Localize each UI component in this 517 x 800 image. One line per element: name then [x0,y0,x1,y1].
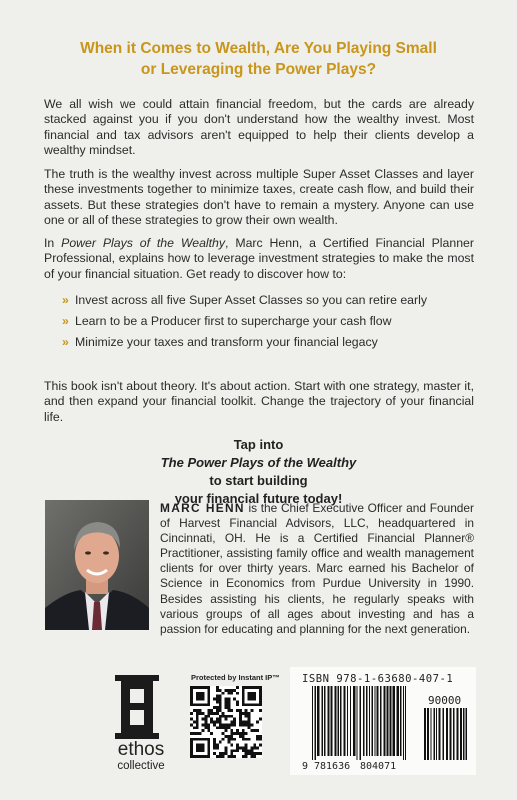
list-item [62,335,477,350]
action-paragraph: This book isn't about theory. It's about action. Start with one strategy, master it, and then expand your financial toolkit. Change the trajectory of your financial life. [44,379,474,424]
call-to-action [20,436,497,508]
chevron-icon: » [62,314,69,328]
list-item [62,314,477,329]
list-item [62,293,477,308]
book-paragraph-prefix: In [44,236,62,250]
publisher-name: ethos [117,739,165,760]
cta-prefix: Tap into [233,437,284,452]
isbn-label: ISBN 978-1-63680-407-1 [302,673,454,685]
qr-code-icon [190,686,262,758]
author-bio [160,501,474,637]
book-paragraph-rest: , Marc Henn, a Certified Financial Planner Professional, explains how to leverage investment strategies to make the most of your financial situation. Get ready to discover how to: [44,236,474,281]
author-name: MARC HENN [160,501,245,515]
book-paragraph [44,236,474,282]
bullet-text: Learn to be a Producer first to supercharge your cash flow [75,314,392,328]
isbn-barcode-icon [300,684,470,772]
qr-label: Protected by Instant IP™ [191,673,280,682]
headline [20,38,497,80]
headline-line-2: or Leveraging the Power Plays? [140,61,377,78]
cta-line-1 [20,436,497,490]
chevron-icon: » [62,293,69,307]
author-photo [45,500,149,630]
headline-line-1: When it Comes to Wealth, Are You Playing Small [80,40,437,57]
book-title: Power Plays of the Wealthy [61,236,226,250]
price-code: 90000 [428,694,462,707]
publisher-subtitle: collective [117,760,165,772]
cta-suffix: to start building [209,473,308,488]
isbn-digits-1: 781636 [314,761,351,772]
truth-paragraph: The truth is the wealthy invest across multiple Super Asset Classes and layer these investments together to minimize taxes, create cash flow, and build their assets. But these strategies don't have to remain a mystery. Anyone can use one or all of these strategies to grow their own wealth. [44,167,474,228]
bullet-text: Invest across all five Super Asset Classes so you can retire early [75,293,427,307]
intro-paragraph: We all wish we could attain financial freedom, but the cards are already stacked against you if you don't understand how the wealthy invest. Most financial and tax advisors aren't equipped to help their clients develop a wealthy mindset. [44,97,474,158]
cta-book-title: The Power Plays of the Wealthy [160,455,357,470]
chevron-icon: » [62,335,69,349]
benefits-list [62,293,477,356]
author-bio-text: is the Chief Executive Officer and Founder of Harvest Financial Advisors, LLC, headquartered in Cincinnati, OH. He is a Certified Financial Planner® Practitioner, assisting family office and wealth management clients for over thirty years. Marc earned his Bachelor of Science in Economics from Purdue University in 1990. Besides assisting his clients, he regularly speaks with various groups of all ages about investing and has a passion for educating and planning for the next generation. [160,501,474,636]
isbn-digit-left: 9 [302,761,309,772]
cta-line-2: your financial future today! [174,491,343,506]
isbn-digits-2: 804071 [360,761,397,772]
bullet-text: Minimize your taxes and transform your financial legacy [75,335,378,349]
